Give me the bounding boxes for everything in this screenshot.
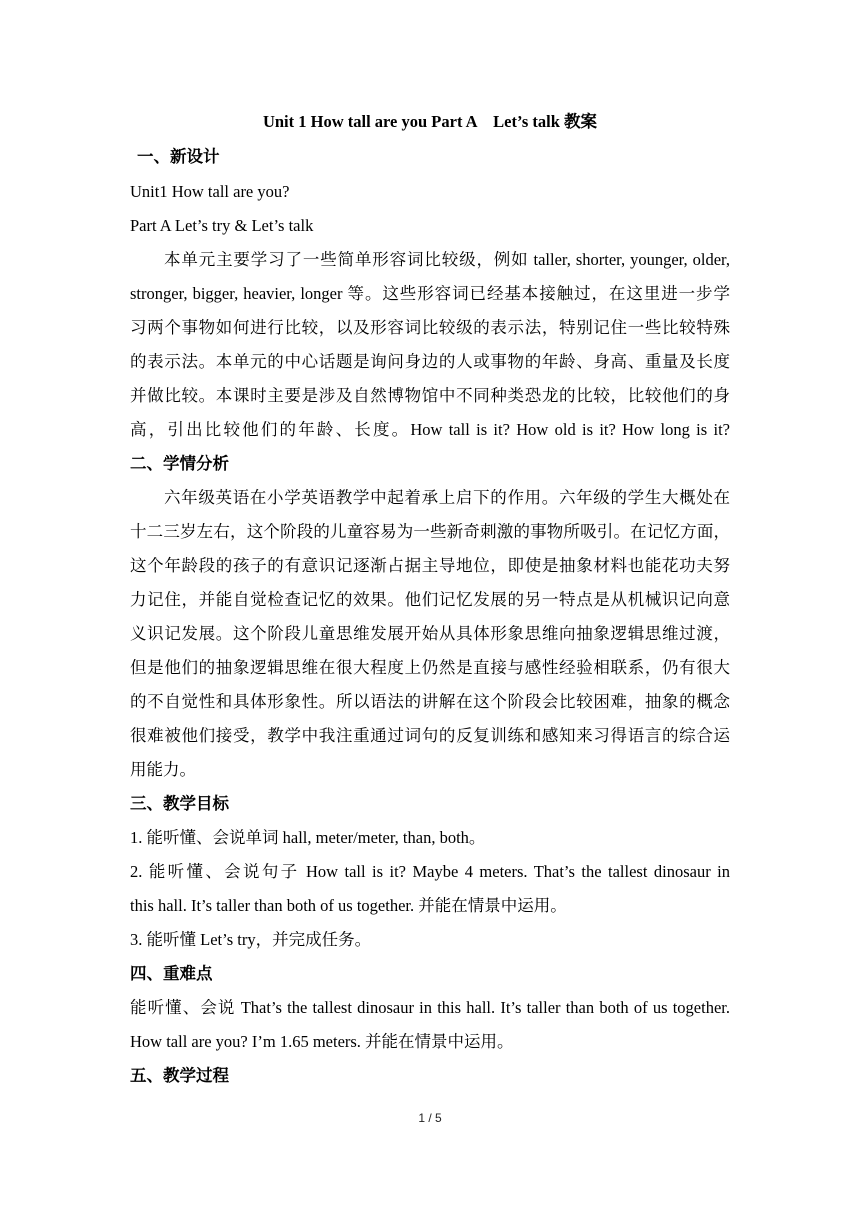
- section-heading-2: 二、学情分析: [130, 454, 229, 473]
- paragraph-line: 但是他们的抽象逻辑思维在很大程度上仍然是直接与感性经验相联系，仍有很大: [130, 658, 730, 677]
- paragraph-line: 习两个事物如何进行比较，以及形容词比较级的表示法，特别记住一些比较特殊: [130, 318, 730, 337]
- paragraph-line: 这个年龄段的孩子的有意识记逐渐占据主导地位，即使是抽象材料也能花功夫努: [130, 556, 730, 575]
- objective-item: 2. 能听懂、会说句子 How tall is it? Maybe 4 meters. That’s the tallest dinosaur in: [130, 862, 730, 881]
- paragraph-line: 六年级英语在小学英语教学中起着承上启下的作用。六年级的学生大概处在: [164, 488, 730, 507]
- objective-item-continued: this hall. It’s taller than both of us together. 并能在情景中运用。: [130, 896, 567, 915]
- paragraph-line: 十二三岁左右，这个阶段的儿童容易为一些新奇刺激的事物所吸引。在记忆方面，: [130, 522, 730, 541]
- paragraph-line: stronger, bigger, heavier, longer 等。这些形容词已经基本接触过，在这里进一步学: [130, 284, 730, 303]
- section-heading-4: 四、重难点: [130, 964, 213, 983]
- paragraph-line: 用能力。: [130, 760, 196, 779]
- section-heading-1: 一、新设计: [137, 147, 220, 166]
- section-heading-5: 五、教学过程: [130, 1066, 229, 1085]
- part-line: Part A Let’s try & Let’s talk: [130, 216, 314, 235]
- paragraph-line: 力记住，并能自觉检查记忆的效果。他们记忆发展的另一特点是从机械识记向意: [130, 590, 730, 609]
- paragraph-line: 的表示法。本单元的中心话题是询问身边的人或事物的年龄、身高、重量及长度: [130, 352, 730, 371]
- page-number: 1 / 5: [418, 1111, 442, 1125]
- objective-item: 3. 能听懂 Let’s try，并完成任务。: [130, 930, 372, 949]
- unit-line: Unit1 How tall are you?: [130, 182, 290, 201]
- paragraph-line: How tall are you? I’m 1.65 meters. 并能在情景中运用。: [130, 1032, 514, 1051]
- document-title: Unit 1 How tall are you Part A Let’s talk 教案: [262, 112, 598, 131]
- objective-item: 1. 能听懂、会说单词 hall, meter/meter, than, both。: [130, 828, 486, 847]
- paragraph-line: 义识记发展。这个阶段儿童思维发展开始从具体形象思维向抽象逻辑思维过渡，: [130, 624, 730, 643]
- paragraph-line: 的不自觉性和具体形象性。所以语法的讲解在这个阶段会比较困难，抽象的概念: [130, 692, 730, 711]
- paragraph-line: 高，引出比较他们的年龄、长度。How tall is it? How old is it? How long is it?: [130, 420, 730, 439]
- paragraph-line: 能听懂、会说 That’s the tallest dinosaur in this hall. It’s taller than both of us together.: [130, 998, 730, 1017]
- paragraph-line: 很难被他们接受，教学中我注重通过词句的反复训练和感知来习得语言的综合运: [130, 726, 730, 745]
- paragraph-line: 本单元主要学习了一些简单形容词比较级，例如 taller, shorter, younger, older,: [164, 250, 730, 269]
- paragraph-line: 并做比较。本课时主要是涉及自然博物馆中不同种类恐龙的比较，比较他们的身: [130, 386, 730, 405]
- section-heading-3: 三、教学目标: [130, 794, 229, 813]
